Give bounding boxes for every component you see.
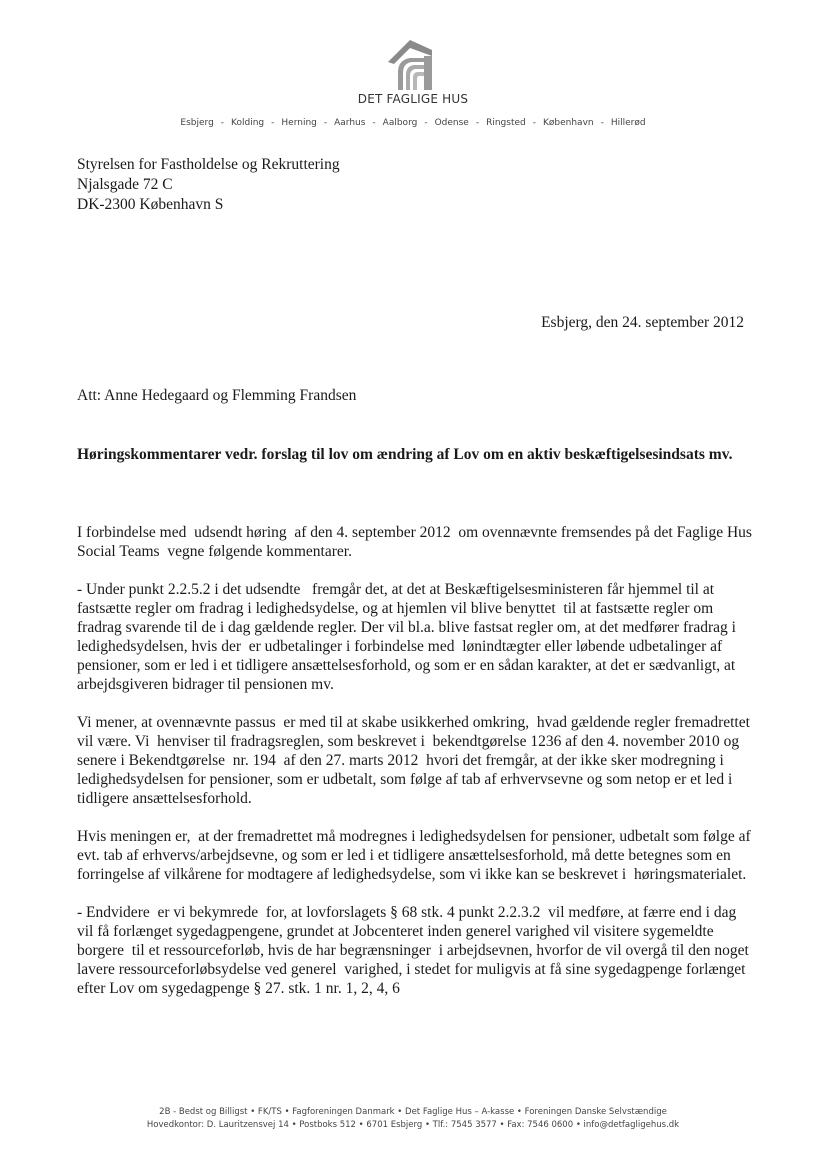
body-paragraph-2: - Under punkt 2.2.5.2 i det udsendte fremgår det, at det at Beskæftigelsesministeren får hjemmel til at fastsætte regler om fradrag i ledighedsydelse, og at hjemlen vil blive benyttet til at fastsætte regler om fradrag svarende til de i dag gældende regler. Der vil bl.a. blive fastsat regler om, at det medfører fradrag i ledighedsydelsen, hvis der er udbetalinger i forbindelse med lønindtægter eller løbende udbetalinger af pensioner, som er led i et tidligere ansættelsesforhold, og som er en sådan karakter, at det er sædvanligt, at arbejdsgiveren bidrager til pensionen mv. xyxy=(77,581,740,693)
recipient-line-3: DK-2300 København S xyxy=(77,196,224,213)
city-separator: - xyxy=(532,118,536,128)
organization-name: DET FAGLIGE HUS xyxy=(357,92,469,106)
house-logo-icon xyxy=(384,36,436,92)
city-separator: - xyxy=(475,118,480,128)
letter-footer xyxy=(0,1106,826,1132)
city-separator: - xyxy=(220,118,225,128)
body-paragraph-3: Vi mener, at ovennævnte passus er med til at skabe usikkerhed omkring, hvad gældende regler fremadrettet vil være. Vi henviser til fradragsreglen, som beskrevet i bekendtgørelse 1236 af den 4. november 2010 og senere i Bekendtgørelse nr. 194 af den 27. marts 2012 hvori det fremgår, at der ikke sker modregning i ledighedsydelsen for pensioner, som er udbetalt, som følge af tab af erhvervsevne og som netop er et led i tidligere ansættelsesforhold. xyxy=(77,714,754,807)
city-kolding: Kolding xyxy=(231,118,265,128)
city-ringsted: Ringsted xyxy=(486,118,526,128)
city-separator: - xyxy=(323,118,328,128)
body-paragraph-5: - Endvidere er vi bekymrede for, at lovforslagets § 68 stk. 4 punkt 2.2.3.2 vil medføre, at færre end i dag vil få forlænget sygedagpengene, grundet at Jobcenteret inden generel varighed vil visitere sygemeldte borgere til et ressourceforløb, hvis de har begrænsninger i arbejdsevnen, hvorfor de vil overgå til den noget lavere ressourceforløbsydelse ved generel varighed, i stedet for muligvis at få sine sygedagpenge forlænget efter Lov om sygedagpenge § 27. stk. 1 nr. 1, 2, 4, 6 xyxy=(77,904,753,997)
city-separator: - xyxy=(372,118,376,128)
letter-date: Esbjerg, den 24. september 2012 xyxy=(541,314,744,331)
office-cities xyxy=(0,118,826,128)
city-esbjerg: Esbjerg xyxy=(180,118,214,128)
letter-subject: Høringskommentarer vedr. forslag til lov om ændring af Lov om en aktiv beskæftigelsesindsats mv. xyxy=(77,446,733,463)
city-odense: Odense xyxy=(434,118,469,128)
city-kobenhavn: København xyxy=(542,118,594,128)
city-separator: - xyxy=(600,118,604,128)
attention-line: Att: Anne Hedegaard og Flemming Frandsen xyxy=(77,387,357,404)
recipient-line-1: Styrelsen for Fastholdelse og Rekruttering xyxy=(77,156,340,173)
body-paragraph-1: I forbindelse med udsendt høring af den 4. september 2012 om ovennævnte fremsendes på det Faglige Hus Social Teams vegne følgende kommentarer. xyxy=(77,524,756,560)
footer-line-2: Hovedkontor: D. Lauritzensvej 14 • Postboks 512 • 6701 Esbjerg • Tlf.: 7545 3577 • Fax: 7546 0600 • info@detfagligehus.dk xyxy=(146,1120,680,1130)
city-aarhus: Aarhus xyxy=(334,118,366,128)
letter-body xyxy=(77,523,759,1017)
city-herning: Herning xyxy=(281,118,317,128)
recipient-line-2: Njalsgade 72 C xyxy=(77,176,173,193)
city-aalborg: Aalborg xyxy=(382,118,418,128)
city-separator: - xyxy=(271,118,275,128)
recipient-address xyxy=(77,155,340,215)
body-paragraph-4: Hvis meningen er, at der fremadrettet må modregnes i ledighedsydelsen for pensioner, udbetalt som følge af evt. tab af erhvervs/arbejdsevne, og som er led i et tidligere ansættelsesforhold, må dette betegnes som en forringelse af vilkårene for modtagere af ledighedsydelse, som vi ikke kan se beskrevet i høringsmaterialet. xyxy=(77,828,759,883)
city-hillerod: Hillerød xyxy=(610,118,646,128)
city-separator: - xyxy=(424,118,428,128)
footer-line-1: 2B - Bedst og Billigst • FK/TS • Fagforeningen Danmark • Det Faglige Hus – A-kasse • Foreningen Danske Selvstændige xyxy=(159,1107,667,1117)
